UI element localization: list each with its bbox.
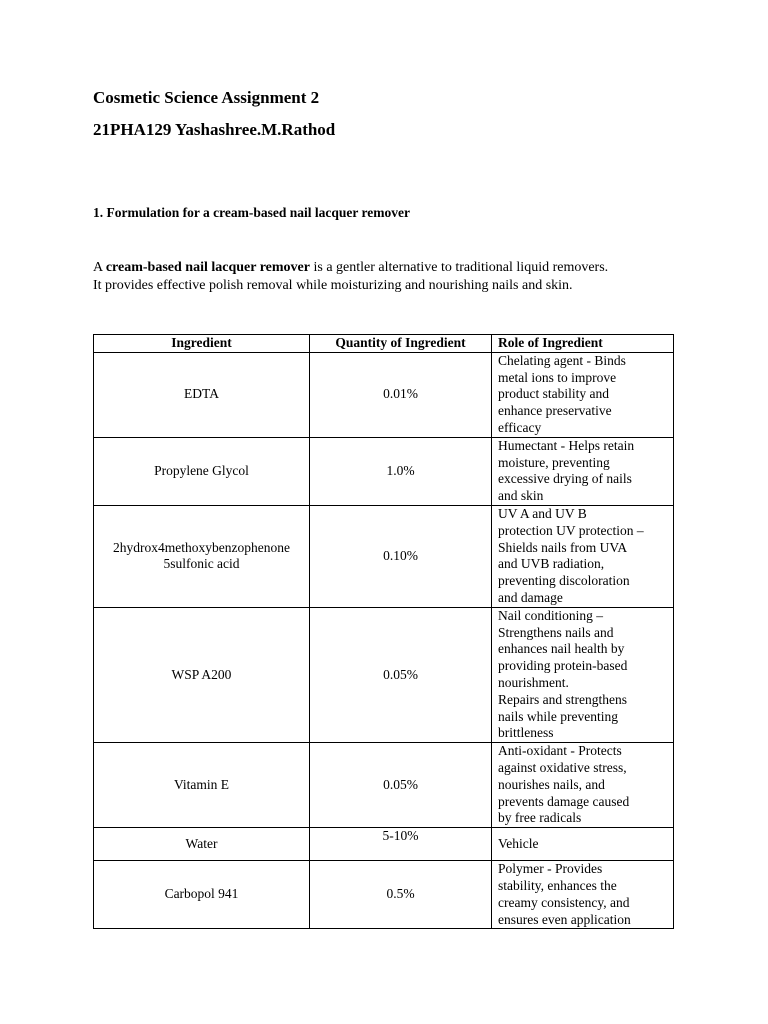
header-role: Role of Ingredient bbox=[492, 335, 674, 353]
role-text: Humectant - Helps retain bbox=[498, 437, 635, 453]
ingredient-name: EDTA bbox=[184, 386, 219, 402]
ingredient-name: 2hydrox4methoxybenzophenone bbox=[113, 539, 290, 555]
ingredient-cell bbox=[94, 607, 310, 742]
role-text: protection UV protection – bbox=[498, 522, 644, 538]
header-ingredient: Ingredient bbox=[94, 335, 310, 353]
role-text: enhance preservative bbox=[498, 403, 612, 419]
role-cell bbox=[492, 743, 674, 828]
role-cell bbox=[492, 505, 674, 607]
quantity-cell: 5-10% bbox=[310, 828, 492, 861]
quantity-cell: 0.5% bbox=[310, 861, 492, 929]
role-text: Vehicle bbox=[498, 835, 539, 851]
quantity-cell: 0.05% bbox=[310, 607, 492, 742]
ingredient-cell bbox=[94, 861, 310, 929]
role-text: Strengthens nails and bbox=[498, 624, 614, 640]
role-text: Shields nails from UVA bbox=[498, 539, 628, 555]
ingredient-name: Propylene Glycol bbox=[154, 462, 249, 478]
role-text: Anti-oxidant - Protects bbox=[498, 743, 622, 759]
role-text: preventing discoloration bbox=[498, 573, 630, 589]
role-cell bbox=[492, 607, 674, 742]
role-text: creamy consistency, and bbox=[498, 894, 630, 910]
ingredient-name: Vitamin E bbox=[173, 776, 230, 792]
role-text: and skin bbox=[498, 488, 544, 504]
role-cell bbox=[492, 861, 674, 929]
role-text: and UVB radiation, bbox=[498, 556, 605, 572]
section-heading: 1. Formulation for a cream-based nail lacquer remover bbox=[93, 205, 410, 220]
intro-line-2: It provides effective polish removal while moisturizing and nourishing nails and skin. bbox=[93, 278, 573, 293]
role-text: efficacy bbox=[498, 419, 542, 435]
role-text: stability, enhances the bbox=[498, 877, 617, 893]
ingredient-cell bbox=[94, 505, 310, 607]
table-row bbox=[94, 505, 674, 607]
role-cell bbox=[492, 828, 674, 861]
role-text: by free radicals bbox=[498, 810, 582, 826]
role-text: product stability and bbox=[498, 386, 609, 402]
table-row bbox=[94, 607, 674, 742]
table-row bbox=[94, 437, 674, 505]
role-text: providing protein-based bbox=[498, 658, 628, 674]
table-row bbox=[94, 352, 674, 437]
ingredient-name: Carbopol 941 bbox=[164, 886, 239, 902]
table-header-row bbox=[94, 335, 674, 353]
role-text: Chelating agent - Binds bbox=[498, 352, 626, 368]
table-row bbox=[94, 828, 674, 861]
role-text: excessive drying of nails bbox=[498, 471, 632, 487]
role-text: prevents damage caused bbox=[498, 793, 630, 809]
ingredient-name: Water bbox=[185, 835, 218, 851]
formulation-table bbox=[93, 334, 674, 929]
role-cell bbox=[492, 437, 674, 505]
ingredient-cell bbox=[94, 743, 310, 828]
table-row bbox=[94, 743, 674, 828]
role-text: against oxidative stress, bbox=[498, 759, 627, 775]
quantity-cell: 1.0% bbox=[310, 437, 492, 505]
intro-prefix: A bbox=[93, 260, 106, 275]
role-text: enhances nail health by bbox=[498, 641, 625, 657]
role-text: moisture, preventing bbox=[498, 454, 610, 470]
header-quantity: Quantity of Ingredient bbox=[310, 335, 492, 353]
quantity-cell: 0.05% bbox=[310, 743, 492, 828]
author-line: 21PHA129 Yashashree.M.Rathod bbox=[93, 120, 336, 139]
intro-line-1 bbox=[93, 259, 693, 277]
ingredient-cell bbox=[94, 352, 310, 437]
role-text: ensures even application bbox=[498, 911, 631, 927]
role-cell bbox=[492, 352, 674, 437]
role-text: Repairs and strengthens bbox=[498, 691, 627, 707]
intro-bold-term: cream-based nail lacquer remover bbox=[105, 260, 310, 275]
intro-rest: is a gentler alternative to traditional liquid removers. bbox=[309, 260, 609, 275]
role-text: UV A and UV B bbox=[498, 505, 587, 521]
intro-paragraph bbox=[93, 259, 693, 295]
role-text: brittleness bbox=[498, 725, 554, 741]
role-text: nourishes nails, and bbox=[498, 776, 605, 792]
quantity-cell: 0.10% bbox=[310, 505, 492, 607]
role-text: nails while preventing bbox=[498, 708, 618, 724]
role-text: Polymer - Provides bbox=[498, 861, 603, 877]
ingredient-cell bbox=[94, 828, 310, 861]
role-text: metal ions to improve bbox=[498, 369, 617, 385]
ingredient-name: 5sulfonic acid bbox=[163, 556, 240, 572]
role-text: Nail conditioning – bbox=[498, 607, 603, 623]
ingredient-cell bbox=[94, 437, 310, 505]
role-text: and damage bbox=[498, 589, 563, 605]
document-title: Cosmetic Science Assignment 2 bbox=[93, 88, 320, 107]
ingredient-name: WSP A200 bbox=[171, 666, 232, 682]
table-row bbox=[94, 861, 674, 929]
role-text: nourishment. bbox=[498, 674, 569, 690]
quantity-cell: 0.01% bbox=[310, 352, 492, 437]
